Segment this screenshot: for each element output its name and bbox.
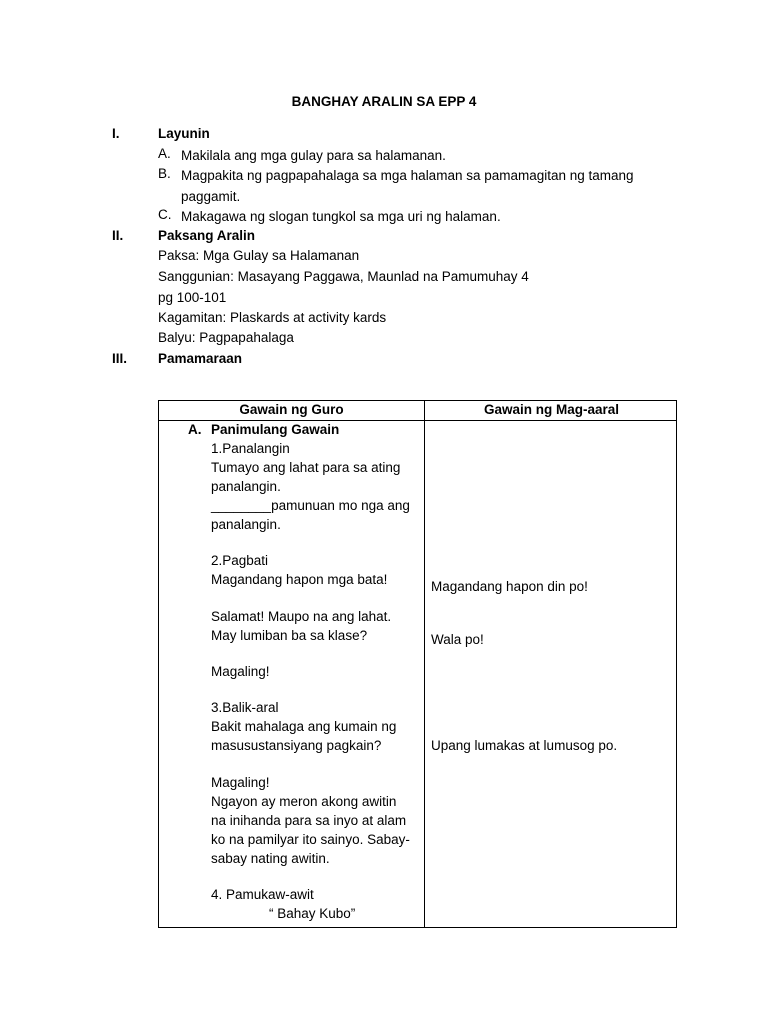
student-response: Upang lumakas at lumusog po. xyxy=(431,738,618,753)
topic-sanggunian: Sanggunian: Masayang Paggawa, Maunlad na Pamumuhay 4 xyxy=(158,269,529,284)
teacher-line: sabay nating awitin. xyxy=(211,851,330,866)
teacher-line: Magaling! xyxy=(211,664,270,679)
topic-pages: pg 100-101 xyxy=(158,290,227,305)
teacher-line: 4. Pamukaw-awit xyxy=(211,887,314,902)
document-title: BANGHAY ARALIN SA EPP 4 xyxy=(291,94,477,109)
teacher-line: Magandang hapon mga bata! xyxy=(211,572,388,587)
topic-paksa: Paksa: Mga Gulay sa Halamanan xyxy=(158,248,360,263)
objective-letter-a: A. xyxy=(158,146,171,161)
teacher-line: panalangin. xyxy=(211,479,281,494)
part-letter-a: A. xyxy=(188,422,202,437)
table-column-divider xyxy=(424,401,425,927)
teacher-line: masusustansiyang pagkain? xyxy=(211,738,382,753)
teacher-line: Magaling! xyxy=(211,775,270,790)
section-number-1: I. xyxy=(112,126,120,141)
section-title-layunin: Layunin xyxy=(158,126,210,141)
teacher-line: ko na pamilyar ito sainyo. Sabay- xyxy=(211,832,410,847)
teacher-line: Bakit mahalaga ang kumain ng xyxy=(211,719,397,734)
objective-letter-b: B. xyxy=(158,166,171,181)
procedure-table xyxy=(158,400,677,928)
song-title: “ Bahay Kubo” xyxy=(269,906,356,921)
teacher-line: 3.Balik-aral xyxy=(211,700,279,715)
teacher-line: Tumayo ang lahat para sa ating xyxy=(211,460,401,475)
section-number-3: III. xyxy=(112,351,128,366)
objective-text-a: Makilala ang mga gulay para sa halamanan. xyxy=(181,148,446,163)
topic-kagamitan: Kagamitan: Plaskards at activity kards xyxy=(158,310,387,325)
objective-text-c: Makagawa ng slogan tungkol sa mga uri ng halaman. xyxy=(181,209,501,224)
section-title-pamamaraan: Pamamaraan xyxy=(158,351,243,366)
teacher-line: Salamat! Maupo na ang lahat. xyxy=(211,609,392,624)
teacher-line: 1.Panalangin xyxy=(211,441,290,456)
objective-text-b: Magpakita ng pagpapahalaga sa mga halaman sa pamamagitan ng tamang paggamit. xyxy=(181,168,634,204)
topic-balyu: Balyu: Pagpapahalaga xyxy=(158,330,294,345)
teacher-line: na inihanda para sa inyo at alam xyxy=(211,813,407,828)
student-response: Wala po! xyxy=(431,632,484,647)
student-response: Magandang hapon din po! xyxy=(431,579,588,594)
teacher-line: 2.Pagbati xyxy=(211,553,269,568)
teacher-line: May lumiban ba sa klase? xyxy=(211,628,368,643)
table-header-divider xyxy=(159,420,676,421)
objective-letter-c: C. xyxy=(158,207,172,222)
header-teacher-activity: Gawain ng Guro xyxy=(239,402,344,417)
teacher-line: panalangin. xyxy=(211,517,281,532)
header-student-activity: Gawain ng Mag-aaral xyxy=(483,402,620,417)
section-title-paksang-aralin: Paksang Aralin xyxy=(158,228,256,243)
teacher-line: ________pamunuan mo nga ang xyxy=(211,498,410,513)
teacher-line: Ngayon ay meron akong awitin xyxy=(211,794,397,809)
section-number-2: II. xyxy=(112,228,124,243)
part-title-panimulang-gawain: Panimulang Gawain xyxy=(211,422,340,437)
